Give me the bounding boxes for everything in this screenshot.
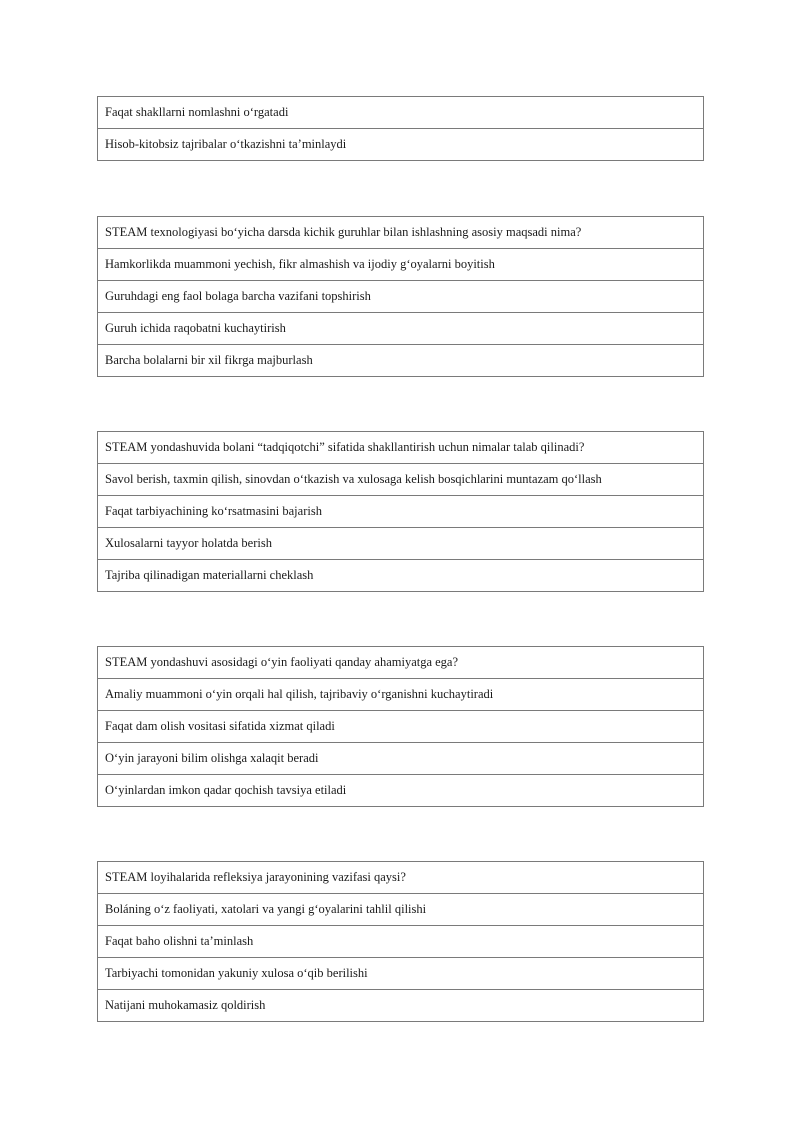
option-cell: Faqat shakllarni nomlashni oʻrgatadi: [98, 97, 704, 129]
option-row: [98, 345, 704, 377]
option-row: [98, 313, 704, 345]
option-cell: Barcha bolalarni bir xil fikrga majburlash: [98, 345, 704, 377]
option-cell: Hisob-kitobsiz tajribalar oʻtkazishni taʼminlaydi: [98, 129, 704, 161]
option-cell: Oʻyin jarayoni bilim olishga xalaqit beradi: [98, 743, 704, 775]
option-row: [98, 496, 704, 528]
option-row: [98, 958, 704, 990]
option-row: [98, 464, 704, 496]
option-cell: Xulosalarni tayyor holatda berish: [98, 528, 704, 560]
question-row: [98, 862, 704, 894]
option-cell: Boláning oʻz faoliyati, xatolari va yangi gʻoyalarini tahlil qilishi: [98, 894, 704, 926]
question-cell: STEAM texnologiyasi boʻyicha darsda kichik guruhlar bilan ishlashning asosiy maqsadi nima?: [98, 217, 704, 249]
option-cell: Guruhdagi eng faol bolaga barcha vazifani topshirish: [98, 281, 704, 313]
option-cell: Tajriba qilinadigan materiallarni cheklash: [98, 560, 704, 592]
option-row: [98, 281, 704, 313]
question-row: [98, 432, 704, 464]
question-block-3: [97, 431, 704, 592]
option-row: [98, 894, 704, 926]
option-row: [98, 775, 704, 807]
option-cell: Oʻyinlardan imkon qadar qochish tavsiya etiladi: [98, 775, 704, 807]
question-block-2: [97, 216, 704, 377]
option-cell: Faqat tarbiyachining koʻrsatmasini bajarish: [98, 496, 704, 528]
option-row: [98, 926, 704, 958]
question-block-4: [97, 646, 704, 807]
option-row: [98, 679, 704, 711]
option-cell: Faqat dam olish vositasi sifatida xizmat qiladi: [98, 711, 704, 743]
option-row: [98, 129, 704, 161]
option-row: [98, 990, 704, 1022]
option-row: [98, 97, 704, 129]
question-row: [98, 217, 704, 249]
question-cell: STEAM loyihalarida refleksiya jarayonining vazifasi qaysi?: [98, 862, 704, 894]
option-cell: Tarbiyachi tomonidan yakuniy xulosa oʻqib berilishi: [98, 958, 704, 990]
question-row: [98, 647, 704, 679]
option-row: [98, 560, 704, 592]
option-cell: Guruh ichida raqobatni kuchaytirish: [98, 313, 704, 345]
option-cell: Natijani muhokamasiz qoldirish: [98, 990, 704, 1022]
option-row: [98, 528, 704, 560]
option-cell: Amaliy muammoni oʻyin orqali hal qilish, tajribaviy oʻrganishni kuchaytiradi: [98, 679, 704, 711]
question-cell: STEAM yondashuvi asosidagi oʻyin faoliyati qanday ahamiyatga ega?: [98, 647, 704, 679]
question-block-1: [97, 96, 704, 161]
option-cell: Hamkorlikda muammoni yechish, fikr almashish va ijodiy gʻoyalarni boyitish: [98, 249, 704, 281]
option-row: [98, 249, 704, 281]
option-row: [98, 711, 704, 743]
question-cell: STEAM yondashuvida bolani “tadqiqotchi” sifatida shakllantirish uchun nimalar talab qilinadi?: [98, 432, 704, 464]
question-block-5: [97, 861, 704, 1022]
option-cell: Faqat baho olishni taʼminlash: [98, 926, 704, 958]
option-row: [98, 743, 704, 775]
option-cell: Savol berish, taxmin qilish, sinovdan oʻtkazish va xulosaga kelish bosqichlarini muntazam qoʻllash: [98, 464, 704, 496]
